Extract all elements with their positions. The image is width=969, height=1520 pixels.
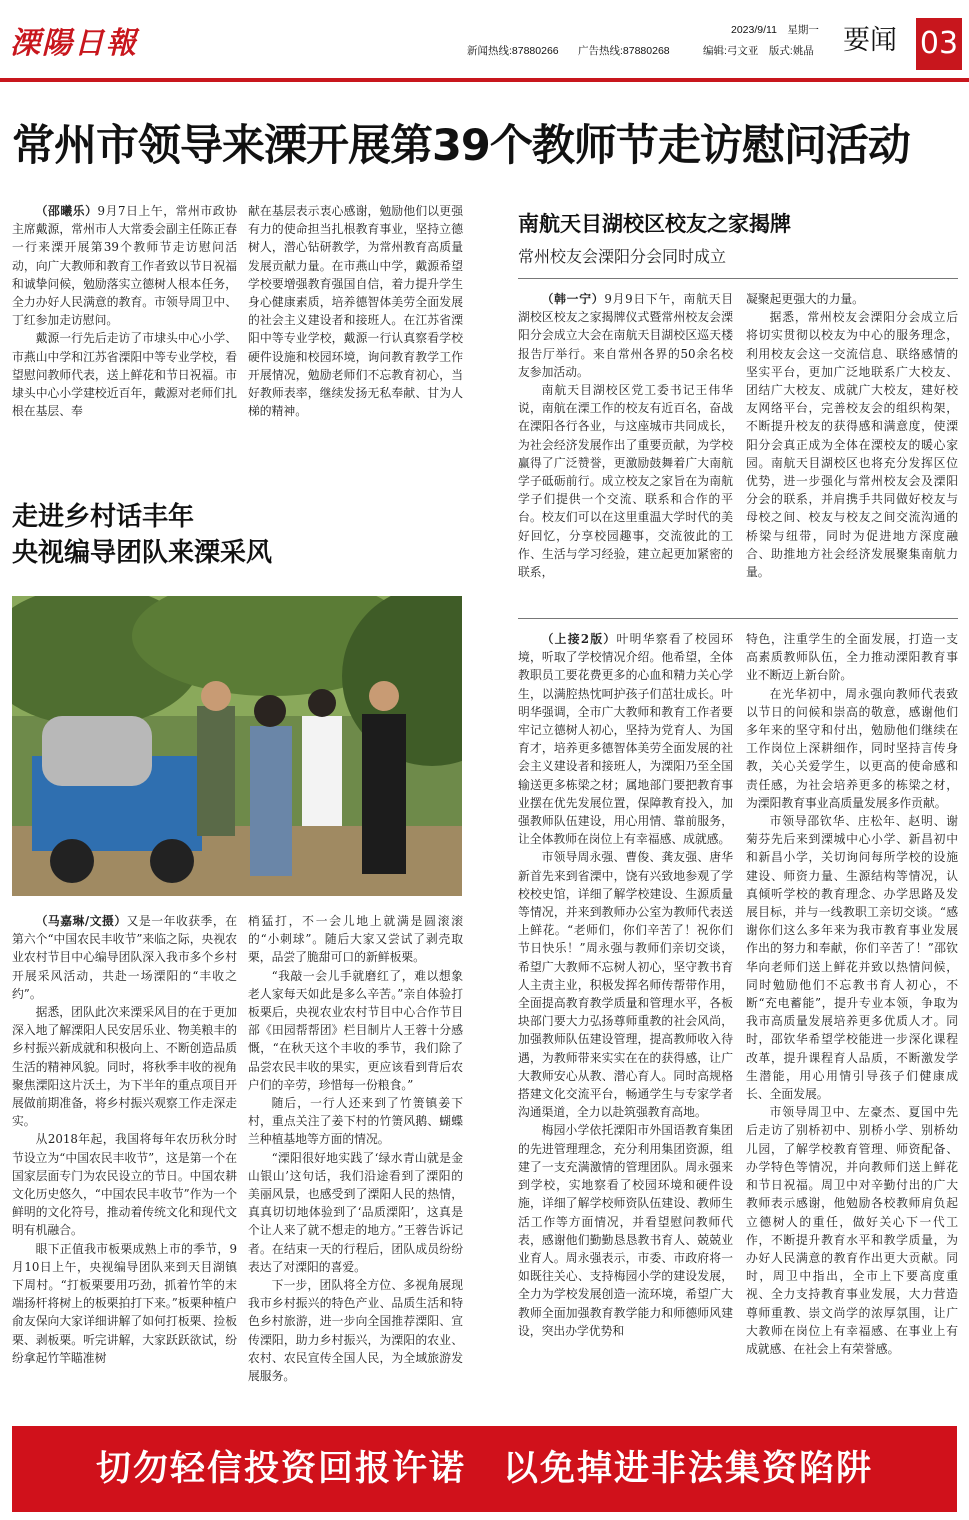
photo-illustration — [12, 596, 462, 896]
article3-col2 — [746, 290, 958, 581]
article4-col2 — [746, 630, 958, 1358]
main-headline: 常州市领导来溧开展第39个教师节走访慰问活动 — [12, 121, 910, 171]
article2-paragraph: 眼下正值我市板栗成熟上市的季节，9月10日上午，央视编导团队来到天目湖镇下周村。“打板栗要用巧劲，抓着竹竿的末端扬杆将树上的板栗拍打下来。”板栗种植户俞友保向大家详细讲解了如何打板栗、捡板栗、剥板栗。听完讲解，大家跃跃欲试，纷纷拿起竹竿瞄准树 — [12, 1241, 237, 1365]
chestnut-harvest-photo — [12, 596, 462, 896]
article2-title-line2: 央视编导团队来溧采风 — [12, 538, 273, 568]
article2-col2 — [248, 912, 463, 1385]
page-number-badge: 03 — [916, 18, 962, 70]
article2-paragraph: 据悉，团队此次来溧采风目的在于更加深入地了解溧阳人民安居乐业、物美粮丰的乡村振兴新成就和积极向上、不断创造品质生活的精神风貌。同时，将秋季丰收的视角聚焦溧阳这片沃土，为下半年的重点项目开展做前期准备，将乡村振兴观察工作走深走实。 — [12, 1005, 237, 1129]
article4-paragraph: （上接2版）叶明华察看了校园环境，听取了学校情况介绍。他希望，全体教职员工要花费更多的心血和精力关心学生，以满腔热忱呵护孩子们茁壮成长。叶明华强调，全市广大教师和教育工作者要牢记立德树人初心，坚持为党育人、为国育才，培养更多德智体美劳全面发展的社会主义建设者和接班人，为溧阳乃至全国输送更多栋梁之材；属地部门要把教育事业摆在优先发展位置，保障教育投入，加强教师队伍建设，用心用情、靠前服务，让全体教师在岗位上有幸福感、成就感。 — [518, 632, 733, 847]
article3-paragraph: （韩一宁）9月9日下午，南航天目湖校区校友之家揭牌仪式暨常州校友会溧阳分会成立大会在南航天目湖校区巡天楼报告厅举行。来自常州各界的50余名校友参加活动。 — [518, 292, 733, 379]
article4-paragraph: 市领导邵钦华、庄松年、赵明、谢菊芬先后来到溧城中心小学、新昌初中和新昌小学，关切询问每所学校的设施建设、师资力量、生源结构等情况，认真倾听学校的教育理念、办学思路及发展目标，并与一线教职工亲切交谈。“感谢你们这么多年来为我市教育事业发展作出的努力和奉献，你们辛苦了！”邵钦华向老师们送上鲜花并致以热情问候，同时勉励他们不忘教书育人初心，不断“充电蓄能”，提升专业本领，争取为我市高质量发展培养更多优质人才。同时，邵钦华希望学校能进一步深化课程改革，提升课程育人品质，不断激发学生潜能，用心用情引导孩子们健康成长、全面发展。 — [746, 814, 958, 1102]
article4-divider — [518, 618, 958, 619]
article3-subtitle: 常州校友会溧阳分会同时成立 — [518, 247, 727, 266]
article2-paragraph: （马嘉琳/文摄）又是一年收获季，在第六个“中国农民丰收节”来临之际，央视农业农村节目中心编导团队深入我市多个乡村开展采风活动，共赴一场溧阳的“丰收之约”。 — [12, 914, 237, 1001]
article2-col1 — [12, 912, 237, 1367]
article2-byline: （马嘉琳/文摄） — [35, 914, 127, 928]
newspaper-logo: 溧陽日報 — [10, 26, 138, 61]
article1-paragraph: 戴源一行先后走访了市埭头中心小学、市燕山中学和江苏省溧阳中等专业学校，看望慰问教师代表，送上鲜花和节日祝福。市埭头中心小学建校近百年，戴源对老师们扎根在基层、奉 — [12, 331, 237, 419]
article2-paragraph: 随后，一行人还来到了竹箦镇姜下村，重点关注了姜下村的竹箦风鹅、蝴蝶兰种植基地等方面的情况。 — [248, 1096, 463, 1147]
article2-paragraph: 梢猛打，不一会儿地上就满是圆滚滚的“小刺球”。随后大家又尝试了剥壳取栗，品尝了脆甜可口的新鲜板栗。 — [248, 914, 463, 965]
masthead-rule — [0, 78, 969, 82]
article1-paragraph: （邵曦乐）9月7日上午，常州市政协主席戴源，常州市人大常委会副主任陈正春一行来溧开展第39个教师节走访慰问活动，向广大教师和教育工作者致以节日祝福和诚挚问候，勉励落实立德树人根本任务，全力办好人民满意的教育。市领导周卫中、丁红参加走访慰问。 — [12, 204, 237, 328]
news-hotline: 新闻热线:87880266 — [467, 45, 559, 57]
editor-credits: 编辑:弓文亚 版式:姚晶 — [703, 45, 814, 57]
article2-paragraph: “溧阳很好地实践了‘绿水青山就是金山银山’这句话，我们沿途看到了溧阳的美丽风景，也感受到了溧阳人民的热情，真真切切地体验到了‘品质溧阳’，这真是个让人来了就不想走的地方。”王蓉告诉记者。在结束一天的行程后，团队成员纷纷表达了对溧阳的喜爱。 — [248, 1150, 463, 1274]
article2-paragraph: 下一步，团队将全方位、多视角展现我市乡村振兴的特色产业、品质生活和特色乡村旅游，进一步向全国推荐溧阳、宣传溧阳，助力乡村振兴，为溧阳的农业、农村、农民宣传全国人民，为全域旅游发展服务。 — [248, 1278, 463, 1384]
article1-col2 — [248, 202, 463, 420]
issue-date: 2023/9/11 星期一 — [731, 24, 819, 36]
article1-paragraph: 献在基层表示衷心感谢，勉励他们以更强有力的使命担当扎根教育事业，坚持立德树人，潜心钻研教学，为常州教育高质量发展贡献力量。在市燕山中学，戴源希望学校要增强教育强国自信，着力提升学生身心健康素质，培养德智体美劳全面发展的社会主义建设者和接班人。在江苏省溧阳中等专业学校，戴源一行认真察看学校硬件设施和校园环境，询问教育教学工作开展情况，勉励老师们不忘教育初心，当好教师表率，继续发扬无私奉献、甘为人梯的精神。 — [248, 204, 463, 419]
article4-byline: （上接2版） — [541, 632, 617, 646]
article4-paragraph: 梅园小学依托溧阳市外国语教育集团的先进管理理念，充分利用集团资源，组建了一支充满激情的管理团队。周永强来到学校，实地察看了校园环境和硬件设施，详细了解学校师资队伍建设、教师生活工作等方面情况，并看望慰问教师代表，感谢他们勤勤恳恳教书育人、兢兢业业育人。周永强表示，市委、市政府将一如既往关心、支持梅园小学的建设发展，全力为学校发展创造一流环境，希望广大教师全面加强教育教学能力和师德师风建设，突出办学优势和 — [518, 1123, 733, 1338]
article2-paragraph: 从2018年起，我国将每年农历秋分时节设立为“中国农民丰收节”，这是第一个在国家层面专门为农民设立的节日。中国农耕文化历史悠久，“中国农民丰收节”作为一个鲜明的文化符号，推动着传统文化和现代文明有机融合。 — [12, 1132, 237, 1238]
article4-paragraph: 特色，注重学生的全面发展，打造一支高素质教师队伍，全力推动溧阳教育事业不断迈上新台阶。 — [746, 632, 958, 683]
article2-paragraph: “我敲一会儿手就磨红了，难以想象老人家每天如此是多么辛苦。”亲自体验打板栗后，央视农业农村节目中心合作节目部《田园帮帮团》栏目制片人王蓉十分感慨，“在秋天这个丰收的季节，我们除了品尝农民丰收的果实，更应该看到背后农户们的辛劳，珍惜每一份粮食。” — [248, 968, 463, 1092]
article4-paragraph: 在光华初中，周永强向教师代表致以节日的问候和崇高的敬意，感谢他们多年来的坚守和付出，勉励他们继续在工作岗位上深耕细作，同时坚持言传身教，关心关爱学生，以更高的使命感和责任感，为社会培养更多的栋梁之材，为溧阳教育事业高质量发展多作贡献。 — [746, 686, 958, 810]
article1-byline: （邵曦乐） — [35, 204, 98, 218]
article3-divider — [518, 278, 958, 279]
article2-title-line1: 走进乡村话丰年 — [12, 502, 195, 532]
ad-hotline: 广告热线:87880268 — [578, 45, 670, 57]
article3-paragraph: 南航天目湖校区党工委书记王伟华说，南航在溧工作的校友有近百名，奋战在溧阳各行各业，与这座城市共同成长，为社会经济发展作出了重要贡献，为学校赢得了广泛赞誉，更激励鼓舞着广大南航学子砥砺前行。成立校友之家旨在为南航学子们提供一个交流、联系和合作的平台。校友们可以在这里重温大学时代的美好回忆，分享校园趣事，交流彼此的工作、生活与学习经验，建立起更加紧密的联系， — [518, 383, 733, 580]
article3-paragraph: 凝聚起更强大的力量。 — [746, 292, 864, 306]
section-name: 要闻 — [843, 25, 897, 56]
article3-title: 南航天目湖校区校友之家揭牌 — [518, 212, 791, 236]
article3-paragraph: 据悉，常州校友会溧阳分会成立后将切实贯彻以校友为中心的服务理念，利用校友会这一交流信息、联络感情的坚实平台，更加广泛地联系广大校友、团结广大校友、成就广大校友，建好校友网络平台，完善校友会的组织构架，不断提升校友的获得感和满意度，使溧阳分会真正成为全体在溧校友的暖心家园。南航天目湖校区也将充分发挥区位优势，进一步强化与常州校友会及溧阳分会的联系，并肩携手共同做好校友与母校之间、校友与校友之间交流沟通的桥梁与纽带，同时为促进地方深度融合、助推地方社会经济发展聚集南航力量。 — [746, 310, 958, 580]
article3-byline: （韩一宁） — [541, 292, 605, 306]
article1-col1 — [12, 202, 237, 420]
article4-paragraph: 市领导周永强、曹俊、龚友强、唐华新首先来到省溧中，饶有兴致地参观了学校校史馆，详细了解学校建设、生源质量等情况，并来到教师办公室为教师代表送上鲜花。“老师们，你们辛苦了！祝你们节日快乐！”周永强与教师们亲切交谈，希望广大教师不忘树人初心，坚守教书育人主责主业，积极发挥名师传帮带作用，全面提高教育教学质量和管理水平，各板块部门要大力弘扬尊师重教的社会风尚，加强教师队伍建设管理，提高教师收入待遇，为教师带来实实在在的获得感，让广大教师安心从教、潜心育人。同时高规格搭建文化交流平台，畅通学生与专家学者沟通渠道，全力以赴筑强教育高地。 — [518, 850, 733, 1120]
article4-col1 — [518, 630, 733, 1340]
public-notice-banner: 切勿轻信投资回报许诺 以免掉进非法集资陷阱 — [12, 1426, 957, 1512]
article4-paragraph: 市领导周卫中、左豪杰、夏国中先后走访了别桥初中、别桥小学、别桥幼儿园，了解学校教育管理、师资配备、办学特色等情况，并向教师们送上鲜花和节日祝福。周卫中对辛勤付出的广大教师表示感谢，他勉励各校教师肩负起立德树人的重任，做好关心下一代工作，不断提升教育水平和教学质量，为办好人民满意的教育作出更大贡献。同时，周卫中指出，全市上下要高度重视、全力支持教育事业发展，大力营造尊师重教、崇文尚学的浓厚氛围，让广大教师在岗位上有幸福感、在事业上有成就感、在社会上有荣誉感。 — [746, 1105, 958, 1356]
article3-col1 — [518, 290, 733, 581]
